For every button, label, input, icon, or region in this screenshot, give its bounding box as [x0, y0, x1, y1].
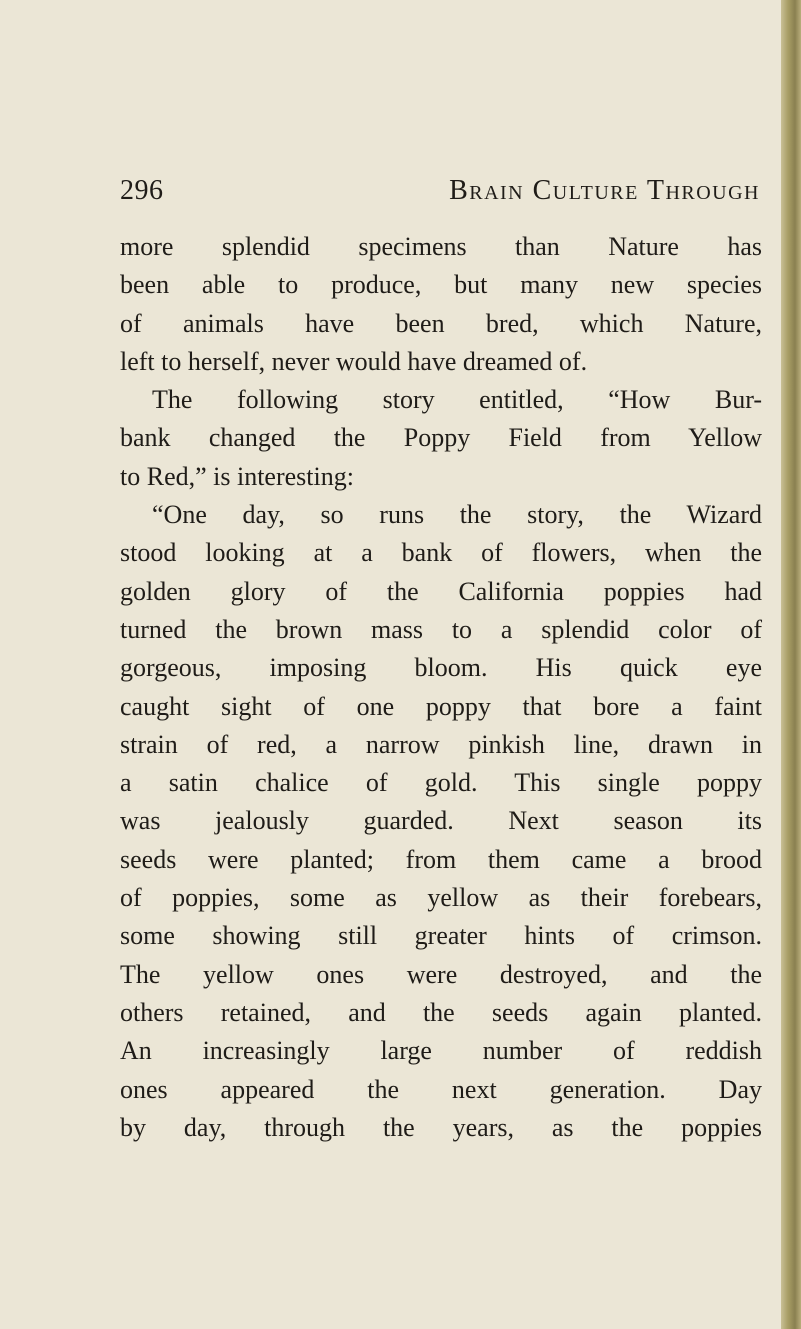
text-line: turned the brown mass to a splendid color of [120, 614, 762, 644]
page-header [120, 174, 762, 208]
text-line: ones appeared the next generation. Day [120, 1074, 762, 1104]
text-line: of poppies, some as yellow as their forebears, [120, 883, 762, 913]
text-line: to Red,” is interesting: [120, 461, 354, 491]
text-line: a satin chalice of gold. This single poppy [120, 768, 762, 798]
text-line: An increasingly large number of reddish [120, 1036, 762, 1066]
text-line: “One day, so runs the story, the Wizard [152, 500, 762, 530]
text-line: strain of red, a narrow pinkish line, drawn in [120, 729, 762, 759]
text-line: was jealously guarded. Next season its [120, 806, 762, 836]
text-line: golden glory of the California poppies had [120, 576, 762, 606]
text-line: more splendid specimens than Nature has [120, 232, 762, 261]
text-line: some showing still greater hints of crimson. [120, 921, 762, 951]
text-line: caught sight of one poppy that bore a faint [120, 691, 762, 721]
text-line: gorgeous, imposing bloom. His quick eye [120, 653, 762, 683]
text-line: The following story entitled, “How Bur- [152, 385, 762, 415]
page-edge [781, 0, 801, 1329]
body-text [120, 228, 762, 1147]
text-line: The yellow ones were destroyed, and the [120, 959, 762, 989]
running-head: Brain Culture Through [449, 175, 760, 206]
text-line: seeds were planted; from them came a brood [120, 844, 762, 874]
text-line: others retained, and the seeds again planted. [120, 997, 762, 1027]
page-number: 296 [120, 175, 164, 206]
text-line: been able to produce, but many new species [120, 270, 762, 300]
text-line: of animals have been bred, which Nature, [120, 308, 762, 338]
text-line: by day, through the years, as the poppies [120, 1112, 762, 1142]
text-line: left to herself, never would have dreamed of. [120, 346, 588, 376]
text-line: bank changed the Poppy Field from Yellow [120, 423, 762, 453]
text-line: stood looking at a bank of flowers, when the [120, 538, 762, 568]
